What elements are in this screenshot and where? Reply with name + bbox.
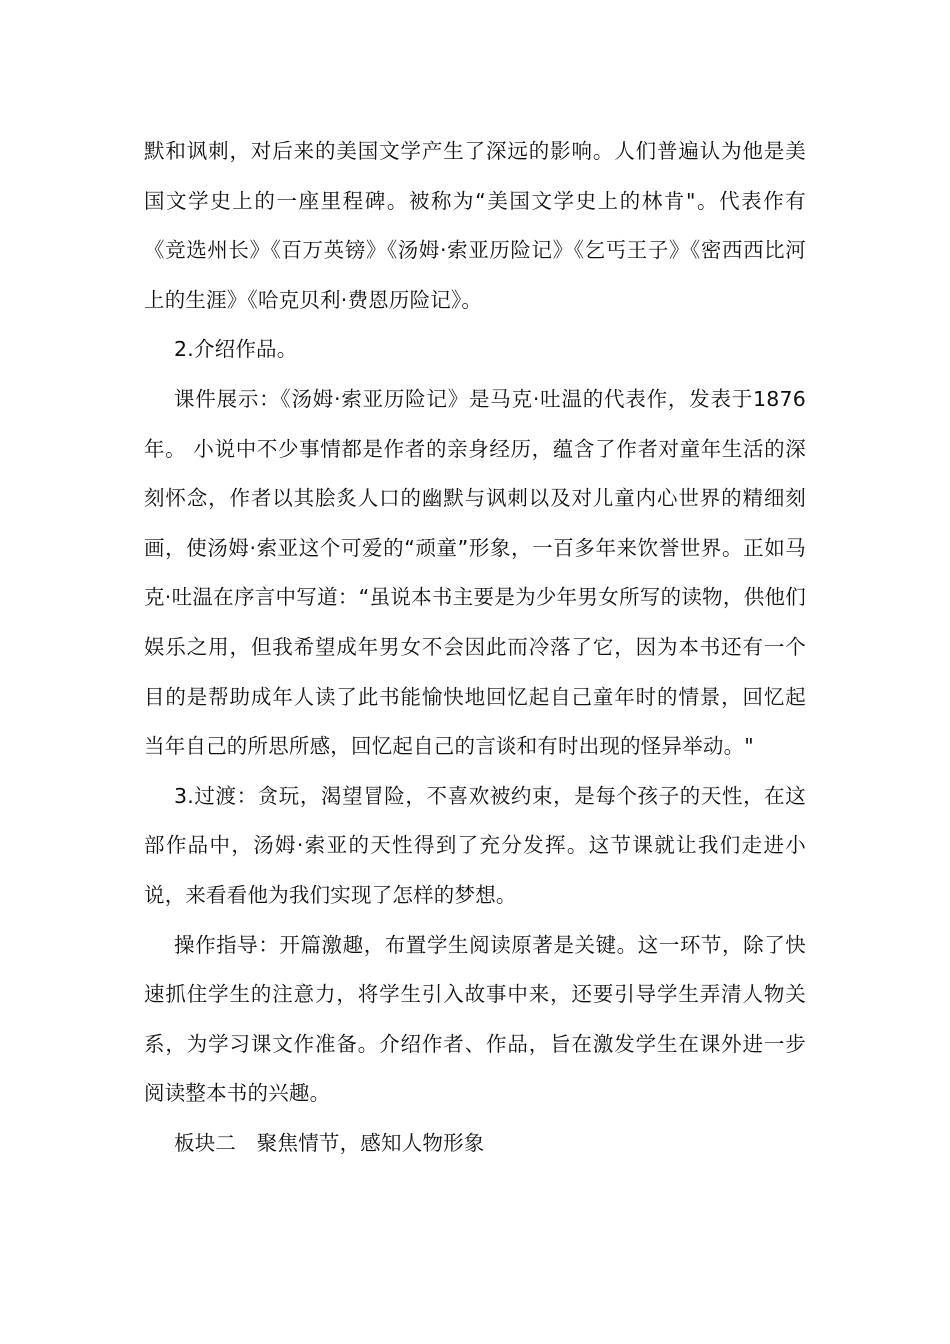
document-body <box>144 127 806 1168</box>
paragraph-module-2-heading: 板块二 聚焦情节，感知人物形象 <box>174 1130 485 1155</box>
paragraph-operation-guidance: 操作指导：开篇激趣，布置学生阅读原著是关键。这一环节，除了快速抓住学生的注意力，将学生引入故事中来，还要引导学生弄清人物关系，为学习课文作准备。介绍作者、作品，旨在激发学生在课外进一步阅读整本书的兴趣。 <box>144 932 806 1106</box>
paragraph-intro-continuation: 默和讽刺，对后来的美国文学产生了深远的影响。人们普遍认为他是美国文学史上的一座里程碑。被称为“美国文学史上的林肯"。代表作有《竞选州长》《百万英镑》《汤姆·索亚历险记》《乞丐王子》《密西西比河上的生涯》《哈克贝利·费恩历险记》。 <box>144 139 806 312</box>
paragraph-section-3-transition: 3.过渡：贪玩，渴望冒险，不喜欢被约束，是每个孩子的天性，在这部作品中，汤姆·索亚的天性得到了充分发挥。这节课就让我们走进小说，来看看他为我们实现了怎样的梦想。 <box>144 783 806 907</box>
paragraph-courseware-display: 课件展示：《汤姆·索亚历险记》是马克·吐温的代表作，发表于1876年。 小说中不少事情都是作者的亲身经历，蕴含了作者对童年生活的深刻怀念，作者以其脍炙人口的幽默与讽刺以及对儿童内心世界的精细刻画，使汤姆·索亚这个可爱的“顽童”形象，一百多年来饮誉世界。正如马克·吐温在序言中写道：“虽说本书主要是为少年男女所写的读物，供他们娱乐之用，但我希望成年男女不会因此而冷落了它，因为本书还有一个目的是帮助成年人读了此书能愉快地回忆起自己童年时的情景，回忆起当年自己的所思所感，回忆起自己的言谈和有时出现的怪异举动。" <box>144 386 806 759</box>
paragraph-section-2-heading: 2.介绍作品。 <box>174 337 298 362</box>
